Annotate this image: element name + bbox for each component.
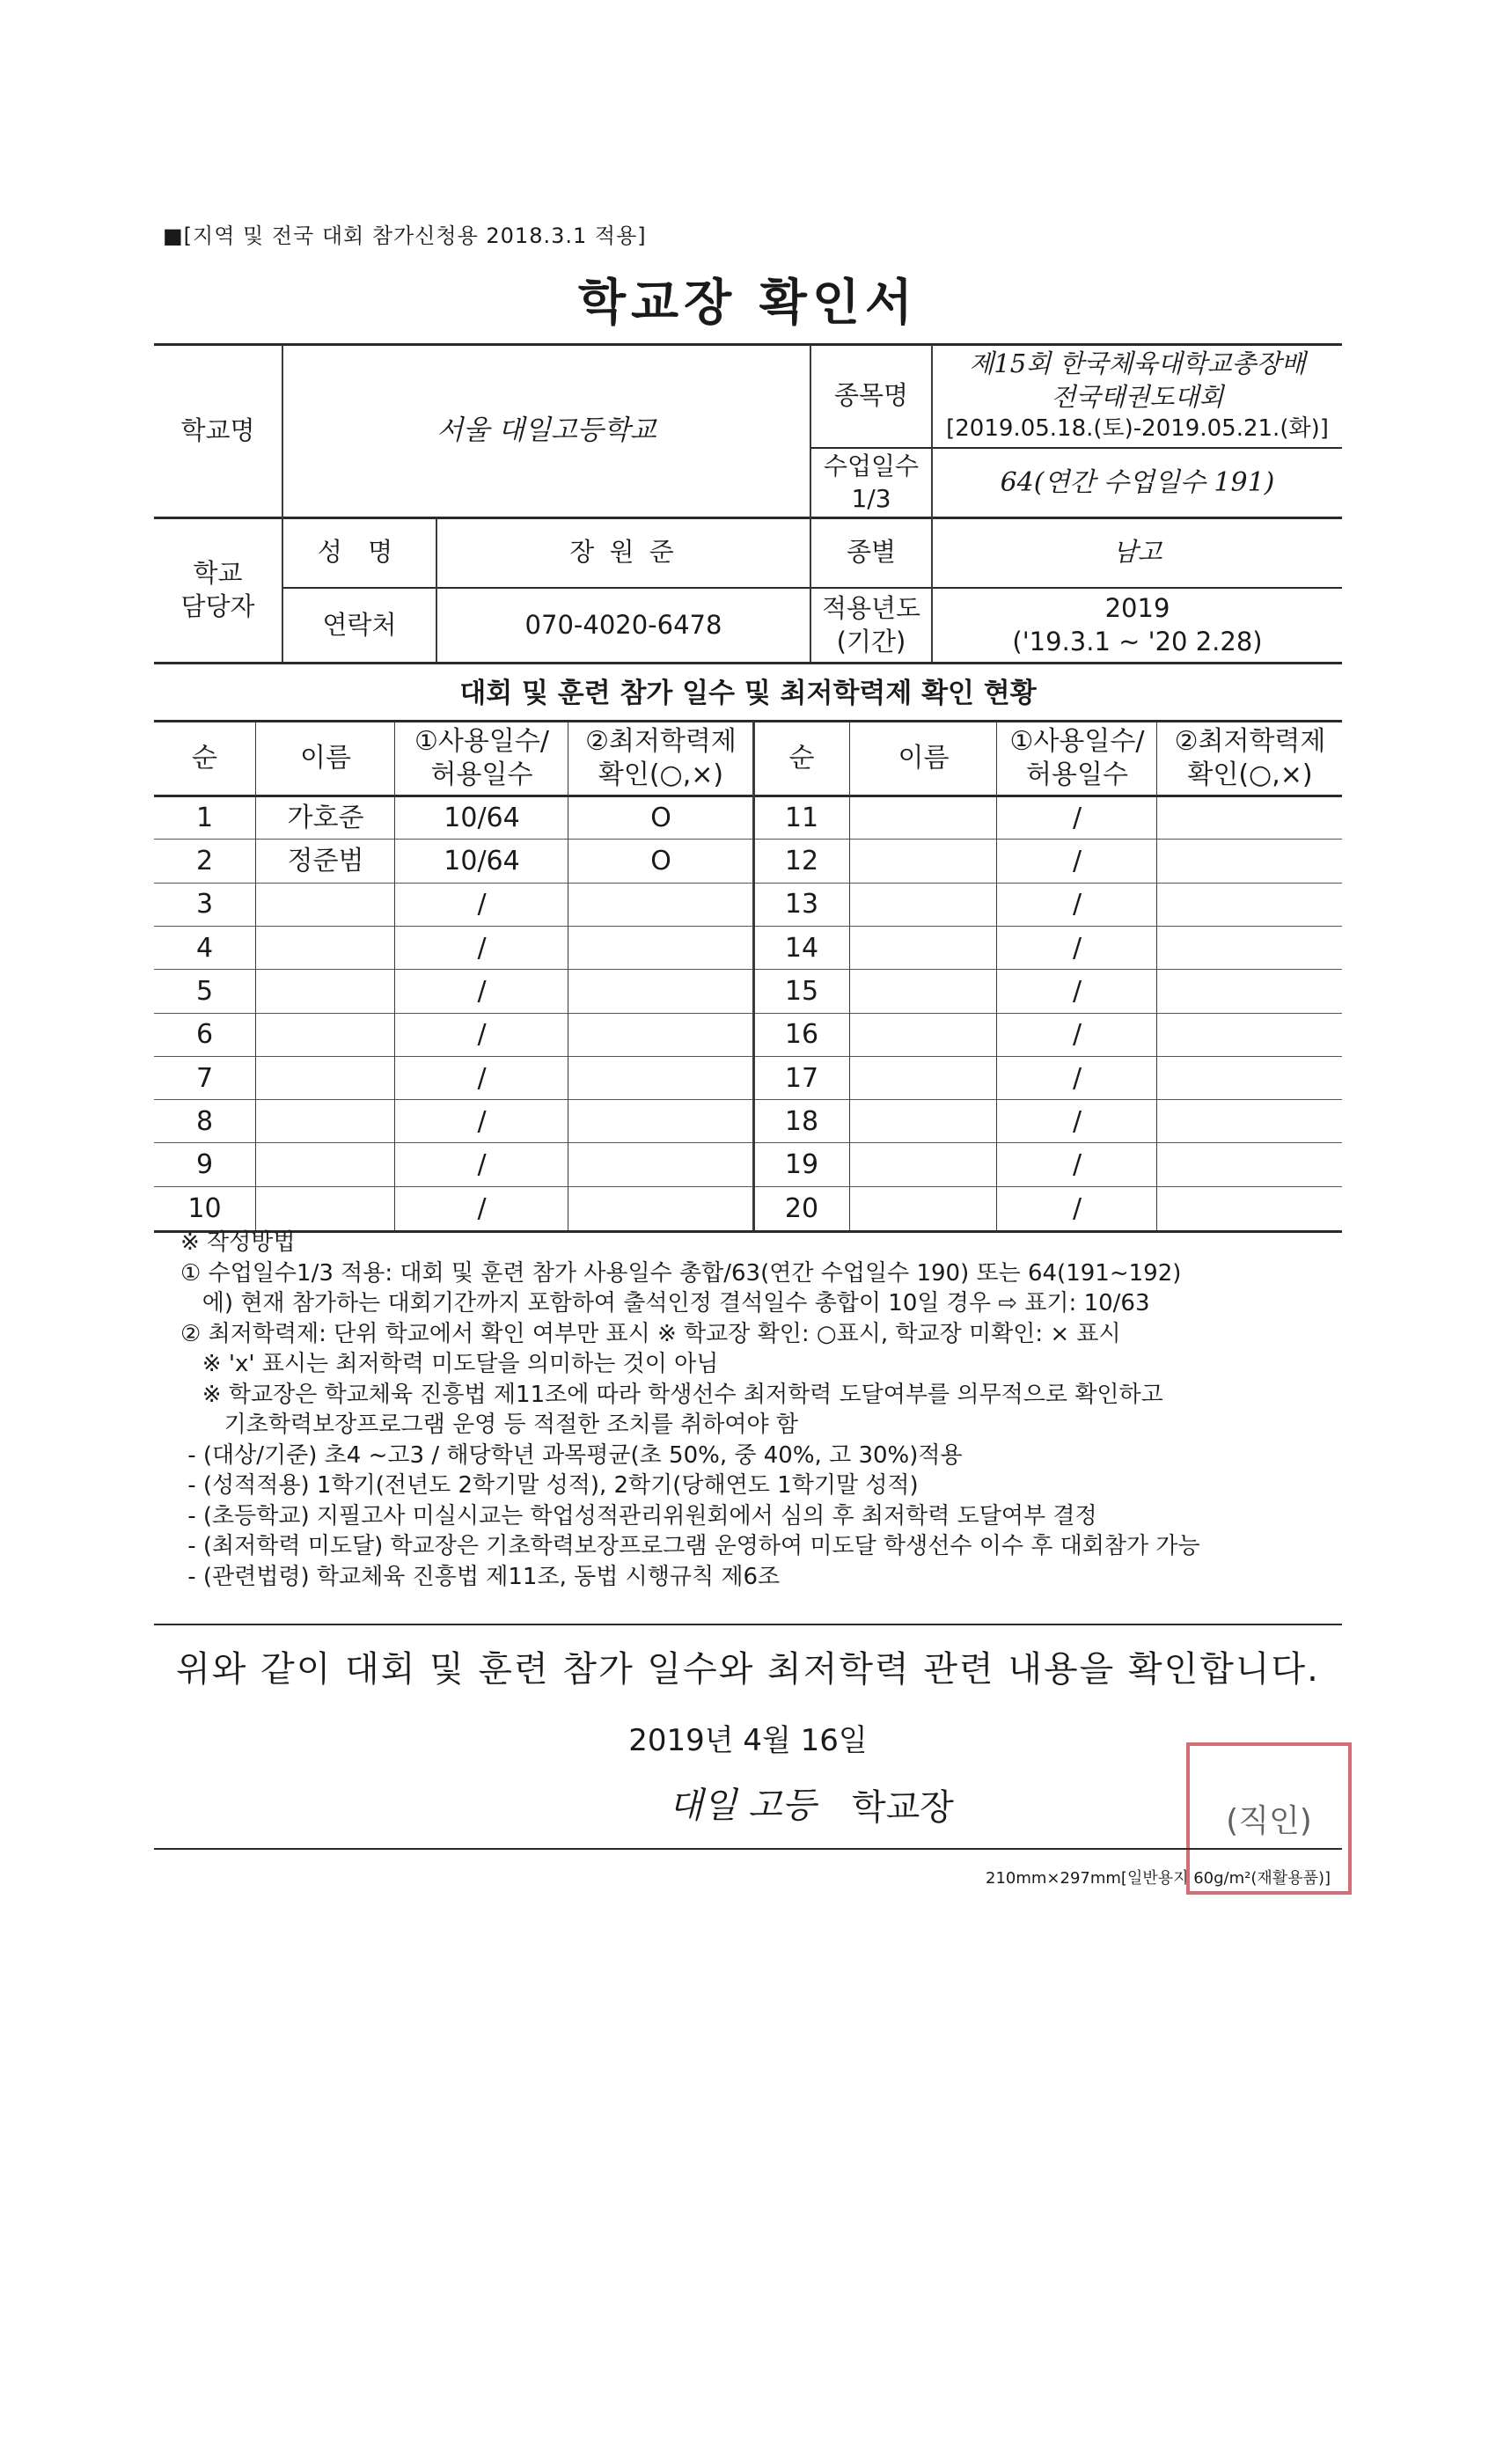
manager-name-label: 성 명 [317,537,402,568]
table-row-divider [154,969,1342,970]
row-no-cell: 19 [784,1149,819,1181]
note-line: ① 수업일수1/3 적용: 대회 및 훈련 참가 사용일수 총합/63(연간 수업일수 190) 또는 64(191~192) [180,1259,1182,1287]
applied-year-value-line2: ('19.3.1 ~ '20 2.28) [1012,626,1263,656]
row-days-cell: / [1072,1149,1082,1181]
note-line: ② 최저학력제: 단위 학교에서 확인 여부만 표시 ※ 학교장 확인: ○표시, 학교장 미확인: × 표시 [180,1320,1121,1347]
row-name-cell: 가호준 [287,802,364,833]
row-days-cell: 10/64 [444,802,520,833]
division-label: 종별 [846,537,897,568]
row-name-cell [851,927,996,970]
row-name-cell [851,1100,996,1143]
event-label: 종목명 [833,380,909,411]
row-no-cell: 16 [784,1019,819,1051]
row-check-cell [1158,796,1342,840]
row-no-cell: 18 [784,1105,819,1137]
row-name-cell [851,1143,996,1186]
school-name-label: 학교명 [180,414,255,445]
event-title-line: 제15회 한국체육대학교총장배 [969,348,1306,379]
row-check-cell [569,927,752,970]
row-name-cell [851,1014,996,1057]
manager-contact-value: 070-4020-6478 [524,609,722,640]
row-no-cell: 13 [784,889,819,920]
school-handwritten-signature: 대일 고등 [669,1786,817,1826]
row-check-cell [569,1187,752,1230]
row-days-cell: / [1072,976,1082,1008]
row-check-cell [569,970,752,1013]
note-line: ※ 학교장은 학교체육 진흥법 제11조에 따라 학생선수 최저학력 도달여부를 의무적으로 확인하고 [180,1381,1163,1408]
row-no-cell: 1 [195,802,214,833]
row-days-cell: / [1072,1105,1082,1137]
row-days-cell: / [1072,802,1082,833]
table-column-divider [849,722,850,1230]
header-check-right-line2: 확인(○,×) [1187,759,1313,790]
principal-label: 학교장 [852,1787,954,1828]
note-line: - (대상/기준) 초4 ~고3 / 해당학년 과목평균(초 50%, 중 40%, 고 30%)적용 [180,1441,963,1469]
row-no-cell: 17 [784,1062,819,1094]
table-row-divider [154,1186,1342,1187]
document-category-tag: ■[지역 및 전국 대회 참가신청용 2018.3.1 적용] [163,224,647,248]
row-days-cell: / [477,1062,487,1094]
row-days-cell: / [1072,846,1082,877]
row-name-cell [851,884,996,927]
note-line: - (관련법령) 학교체육 진흥법 제11조, 동법 시행규칙 제6조 [180,1563,781,1590]
row-no-cell: 12 [784,846,819,877]
row-no-cell: 10 [187,1192,222,1224]
table-row-divider [154,1013,1342,1014]
row-days-cell: / [477,1105,487,1137]
row-name-cell [851,840,996,883]
header-no-left: 순 [192,742,217,774]
note-line: - (성적적용) 1학기(전년도 2학기말 성적), 2학기(당해연도 1학기말 성적) [180,1472,919,1499]
school-name-value: 서울 대일고등학교 [436,414,656,447]
document-title: 학교장 확인서 [577,275,919,332]
header-days-left-line2: 허용일수 [430,759,533,790]
row-days-cell: / [1072,889,1082,920]
row-no-cell: 2 [195,846,214,877]
applied-year-label-line1: 적용년도 [821,592,921,623]
row-days-cell: / [1072,1192,1082,1224]
row-name-cell [851,1057,996,1100]
row-days-cell: / [477,889,487,920]
row-name-cell [851,970,996,1013]
row-name-cell [257,1014,394,1057]
header-days-left-line1: ①사용일수/ [414,726,549,757]
row-check-cell [1158,1187,1342,1230]
header-name-left: 이름 [300,742,351,774]
row-days-cell: / [1072,932,1082,964]
row-days-cell: / [477,1019,487,1051]
row-days-cell: 10/64 [444,846,520,877]
row-check-cell: O [650,802,671,833]
note-line: - (초등학교) 지필고사 미실시교는 학업성적관리위원회에서 심의 후 최저학력 도달여부 결정 [180,1502,1097,1529]
class-days-label-line2: 1/3 [851,483,891,513]
manager-name-value: 장 원 준 [569,537,678,568]
note-line: ※ 'x' 표시는 최저학력 미도달을 의미하는 것이 아님 [180,1351,719,1377]
applied-year-value-line1: 2019 [1104,592,1170,623]
table-row-divider [154,926,1342,927]
event-value [933,345,1342,447]
applied-year-label-line2: (기간) [836,626,906,656]
row-no-cell: 7 [195,1062,214,1094]
issue-date: 2019년 4월 16일 [628,1723,868,1758]
table-row-divider [154,883,1342,884]
row-days-cell: / [477,1192,487,1224]
row-no-cell: 3 [195,889,214,920]
header-check-left-line2: 확인(○,×) [598,759,724,790]
row-name-cell [257,1100,394,1143]
row-days-cell: / [477,1149,487,1181]
header-days-left [396,722,568,795]
row-no-cell: 20 [784,1192,819,1224]
header-check-right [1158,722,1342,795]
row-check-cell [1158,884,1342,927]
row-check-cell [1158,1014,1342,1057]
row-check-cell [569,884,752,927]
table-column-divider [1156,722,1157,1230]
manager-contact-label: 연락처 [322,609,397,640]
table-row-divider [154,1056,1342,1057]
row-name-cell [257,927,394,970]
row-days-cell: / [477,976,487,1008]
row-check-cell [1158,927,1342,970]
table-column-divider [996,722,997,1230]
row-check-cell [569,1100,752,1143]
manager-label-line2: 담당자 [180,590,255,621]
header-days-right-line1: ①사용일수/ [1009,726,1145,757]
row-check-cell [1158,1143,1342,1186]
manager-label [154,518,282,662]
manager-label-line1: 학교 [193,557,243,588]
row-name-cell [257,970,394,1013]
row-check-cell [569,1014,752,1057]
row-no-cell: 5 [195,976,214,1008]
header-check-left-line1: ②최저학력제 [585,726,737,757]
row-days-cell: / [1072,1062,1082,1094]
applied-year-value [933,589,1342,662]
row-check-cell [569,1057,752,1100]
row-check-cell [1158,1100,1342,1143]
applied-year-label [811,589,931,662]
table-column-divider [394,722,395,1230]
row-no-cell: 14 [784,932,819,964]
row-check-cell [1158,1057,1342,1100]
row-no-cell: 15 [784,976,819,1008]
table-row-divider [154,1099,1342,1100]
row-no-cell: 4 [195,932,214,964]
row-check-cell [569,1143,752,1186]
row-name-cell [257,884,394,927]
seal-label: (직인) [1226,1796,1312,1841]
note-line: 기초학력보장프로그램 운영 등 적절한 조치를 취하여야 함 [180,1412,798,1438]
note-line: - (최저학력 미도달) 학교장은 기초학력보장프로그램 운영하여 미도달 학생선수 이수 후 대회참가 가능 [180,1533,1200,1559]
header-days-right [998,722,1156,795]
row-days-cell: / [477,932,487,964]
division-value: 남고 [1112,537,1162,568]
writing-instructions [180,1228,1351,1592]
row-name-cell [851,796,996,840]
row-name-cell [257,1057,394,1100]
note-line: 에) 현재 참가하는 대회기간까지 포함하여 출석인정 결석일수 총합이 10일 경우 ⇨ 표기: 10/63 [180,1290,1150,1316]
event-period-line: [2019.05.18.(토)-2019.05.21.(화)] [946,414,1329,442]
row-no-cell: 6 [195,1019,214,1051]
row-check-cell [1158,970,1342,1013]
header-name-right: 이름 [898,742,950,774]
row-name-cell [257,1143,394,1186]
row-no-cell: 9 [195,1149,214,1181]
records-section-title: 대회 및 훈련 참가 일수 및 최저학력제 확인 현황 [459,678,1037,709]
table-row-divider [154,839,1342,840]
class-days-value: 64(연간 수업일수 191) [1000,467,1275,498]
row-name-cell: 정준범 [287,846,364,877]
row-name-cell [851,1187,996,1230]
confirmation-statement: 위와 같이 대회 및 훈련 참가 일수와 최저학력 관련 내용을 확인합니다. [176,1649,1320,1690]
header-days-right-line2: 허용일수 [1026,759,1128,790]
header-no-right: 순 [788,742,815,774]
row-name-cell [257,1187,394,1230]
row-no-cell: 11 [784,802,819,833]
table-column-divider [752,722,755,1230]
paper-spec-note: 210mm×297mm[일반용지 60g/m²(재활용품)] [986,1869,1331,1888]
class-days-label-line1: 수업일수 [823,451,920,481]
row-check-cell [1158,840,1342,883]
table-column-divider [255,722,256,1230]
row-days-cell: / [1072,1019,1082,1051]
note-line: ※ 작성방법 [180,1229,296,1256]
table-row-divider [154,1142,1342,1143]
row-no-cell: 8 [195,1105,214,1137]
row-check-cell: O [650,846,671,877]
header-check-right-line1: ②최저학력제 [1174,726,1326,757]
class-days-label [811,449,931,517]
header-check-left [569,722,752,795]
event-subtitle-line: 전국태권도대회 [1051,382,1224,413]
